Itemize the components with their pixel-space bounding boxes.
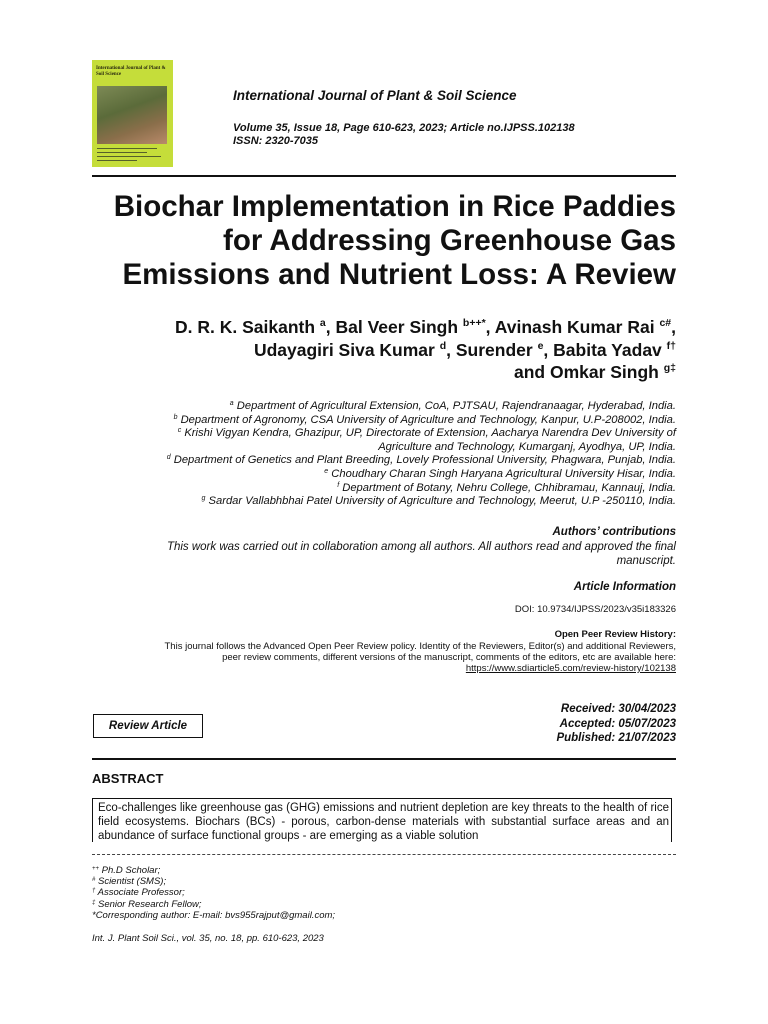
- author-name: Bal Veer Singh: [335, 317, 463, 337]
- footnotes: [92, 865, 335, 921]
- footnote-text: Scientist (SMS);: [97, 876, 167, 888]
- peer-review-line: peer review comments, different versions of the manuscript, comments of the editors, etc are available here:: [222, 652, 676, 663]
- author-affiliation-mark: b++*: [462, 317, 486, 329]
- author-name: Avinash Kumar Rai: [494, 317, 660, 337]
- title-line: Emissions and Nutrient Loss: A Review: [122, 258, 676, 291]
- affiliation-continuation: Agriculture and Technology, Kumarganj, Ayodhya, UP, India.: [378, 440, 676, 453]
- contributions-heading: Authors’ contributions: [552, 526, 676, 538]
- affiliation-item: [80, 482, 676, 496]
- author-affiliation-mark: g‡: [663, 362, 676, 374]
- affiliation-text: Department of Genetics and Plant Breeding, Lovely Professional University, Phagwara, Punjab, India.: [173, 454, 676, 467]
- author-affiliation-mark: e: [537, 339, 544, 352]
- received-date: Received: 30/04/2023: [560, 703, 676, 715]
- affiliation-mark: g: [201, 495, 206, 503]
- affiliation-mark: b: [173, 413, 178, 421]
- footnote-rule: [92, 854, 676, 855]
- affiliation-mark: f: [337, 481, 340, 489]
- footnote: [92, 887, 335, 898]
- cover-text-line: [97, 152, 147, 153]
- affiliation-mark: e: [324, 467, 329, 475]
- affiliation-item: [80, 454, 676, 468]
- affiliation-text: Sardar Vallabhbhai Patel University of Agriculture and Technology, Meerut, U.P -250110, India.: [208, 495, 676, 508]
- doi: DOI: 10.9734/IJPSS/2023/v35i183326: [514, 604, 676, 615]
- peer-review-heading: Open Peer Review History:: [554, 629, 676, 640]
- cover-text-line: [97, 160, 137, 161]
- contributions-line: This work was carried out in collaboration among all authors. All authors read and approved the final: [166, 541, 676, 553]
- issn: ISSN: 2320-7035: [233, 135, 318, 147]
- volume-info: [233, 122, 575, 148]
- header-rule: [92, 175, 676, 177]
- footnote: [92, 910, 335, 921]
- article-type-badge: Review Article: [93, 714, 203, 738]
- contributions-line: manuscript.: [616, 555, 676, 567]
- affiliation-mark: c: [177, 427, 182, 435]
- journal-name: International Journal of Plant & Soil Science: [233, 88, 517, 103]
- footnote-mark: #: [92, 877, 96, 884]
- author-name: Babita Yadav: [553, 339, 667, 360]
- author-affiliation-mark: a: [319, 317, 326, 329]
- contributions-text: [80, 540, 676, 568]
- cover-text-line: [97, 148, 157, 149]
- corresponding-author: *Corresponding author: E-mail: bvs955rajput@gmail.com;: [92, 909, 336, 921]
- affiliation-mark: d: [166, 454, 171, 462]
- abstract-text: Eco-challenges like greenhouse gas (GHG) emissions and nutrient depletion are key threats to the health of rice field ecosystems. Biochars (BCs) - porous, carbon-dense materials with substantial surface areas and an abundance of surface functional groups - are emerging as a viable solution: [92, 798, 672, 842]
- affiliation-text: Choudhary Charan Singh Haryana Agricultural University Hisar, India.: [331, 467, 676, 480]
- peer-review-link[interactable]: https://www.sdiarticle5.com/review-history/102138: [465, 663, 676, 674]
- volume-line: Volume 35, Issue 18, Page 610-623, 2023; Article no.IJPSS.102138: [233, 122, 575, 134]
- footnote-text: Ph.D Scholar;: [101, 865, 161, 876]
- affiliation-item: [80, 414, 676, 428]
- title-line: for Addressing Greenhouse Gas: [223, 224, 676, 257]
- cover-text-line: [97, 156, 161, 157]
- abstract-heading: ABSTRACT: [92, 771, 164, 786]
- footnote-text: Senior Research Fellow;: [97, 898, 202, 910]
- author-affiliation-mark: f†: [666, 339, 676, 352]
- footnote-text: Associate Professor;: [97, 887, 185, 899]
- author-list: D. R. K. Saikanth $^a$, Bal Veer Singh $^{b++*}$, Avinash Kumar Rai $^{c\#}$, Udayagiri Siva Kumar $^d$, Surender $^e$, Babita Yadav $^{f\dagger}$ and Omkar Singh $^{g\ddagger}$: [175, 317, 676, 382]
- accepted-date: Accepted: 05/07/2023: [559, 717, 676, 730]
- author-name: Surender: [455, 339, 538, 360]
- footnote-mark: †: [92, 888, 96, 895]
- journal-cover-image: [92, 60, 173, 167]
- affiliation-text: Krishi Vigyan Kendra, Ghazipur, UP, Directorate of Extension, Aacharya Narendra Dev University of: [184, 427, 676, 440]
- author-affiliation-mark: d: [439, 339, 447, 352]
- footnote: [92, 865, 335, 876]
- title-line: Biochar Implementation in Rice Paddies: [113, 190, 676, 223]
- author-name: Omkar Singh: [549, 362, 664, 382]
- article-title: [80, 190, 676, 292]
- affiliation-mark: a: [229, 400, 234, 407]
- affiliation-item: [80, 400, 676, 414]
- article-dates: [420, 702, 676, 746]
- footnote: [92, 899, 335, 910]
- article-info-heading: Article Information: [573, 581, 676, 593]
- cover-photo: [97, 86, 167, 144]
- footnote-mark: ‡: [92, 899, 96, 906]
- peer-review-line: This journal follows the Advanced Open Peer Review policy. Identity of the Reviewers, Editor(s) and additional Reviewers,: [164, 641, 676, 652]
- affiliation-text: Department of Botany, Nehru College, Chhibramau, Kannauj, India.: [342, 481, 676, 494]
- abstract-rule: [92, 758, 676, 760]
- affiliations: [80, 400, 676, 509]
- citation: Int. J. Plant Soil Sci., vol. 35, no. 18, pp. 610-623, 2023: [92, 933, 324, 944]
- affiliation-item: [80, 495, 676, 509]
- footnote-mark: ++: [92, 866, 100, 872]
- cover-title: International Journal of Plant & Soil Science: [96, 66, 166, 77]
- affiliation-text: Department of Agricultural Extension, CoA, PJTSAU, Rajendranaagar, Hyderabad, India.: [236, 400, 676, 412]
- footnote: [92, 876, 335, 887]
- author-affiliation-mark: c#: [659, 317, 672, 329]
- affiliation-text: Department of Agronomy, CSA University of Agriculture and Technology, Kanpur, U.P-208002, India.: [180, 413, 676, 426]
- published-date: Published: 21/07/2023: [556, 732, 676, 744]
- author-name: D. R. K. Saikanth: [175, 317, 320, 337]
- author-name: Udayagiri Siva Kumar: [253, 339, 440, 360]
- affiliation-item: [80, 427, 676, 441]
- peer-review-text: [80, 641, 676, 674]
- affiliation-item: [80, 468, 676, 482]
